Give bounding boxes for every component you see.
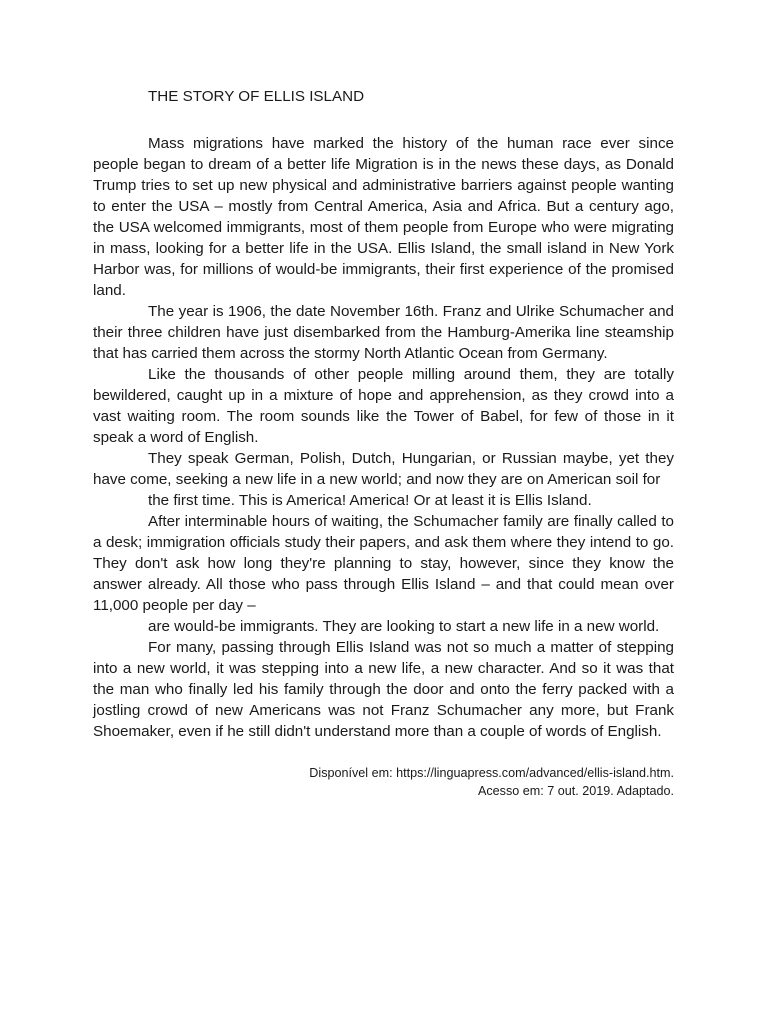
source-citation bbox=[93, 764, 674, 800]
paragraph-desk: After interminable hours of waiting, the Schumacher family are finally called to a desk; immigration officials study their papers, and ask them where they intend to go. They don't ask how long they're planning to stay, however, since they know the answer already. All those who pass through Ellis Island – and that could mean over 11,000 people per day – bbox=[93, 513, 674, 614]
paragraph-waiting-room: Like the thousands of other people milling around them, they are totally bewildered, caught up in a mixture of hope and apprehension, as they crowd into a vast waiting room. The room sounds like the Tower of Babel, for few of those in it speak a word of English. bbox=[93, 366, 674, 446]
document-title: THE STORY OF ELLIS ISLAND bbox=[148, 88, 365, 105]
source-access-line: Acesso em: 7 out. 2019. Adaptado. bbox=[477, 784, 674, 798]
paragraph-new-character: For many, passing through Ellis Island was not so much a matter of stepping into a new world, it was stepping into a new life, a new character. And so it was that the man who finally led his family through the door and onto the ferry packed with a jostling crowd of new Americans was not Franz Schumacher any more, but Frank Shoemaker, even if he still didn't understand more than a couple of words of English. bbox=[93, 639, 674, 740]
document-page bbox=[93, 86, 674, 800]
paragraph-languages: They speak German, Polish, Dutch, Hungarian, or Russian maybe, yet they have come, seeking a new life in a new world; and now they are on American soil for bbox=[93, 450, 674, 488]
paragraph-intro: Mass migrations have marked the history of the human race ever since people began to dream of a better life Migration is in the news these days, as Donald Trump tries to set up new physical and administrative barriers against people wanting to enter the USA – mostly from Central America, Asia and Africa. But a century ago, the USA welcomed immigrants, most of them people from Europe who were migrating in mass, looking for a better life in the USA. Ellis Island, the small island in New York Harbor was, for millions of would-be immigrants, their first experience of the promised land. bbox=[93, 135, 674, 299]
source-url-line: Disponível em: https://linguapress.com/advanced/ellis-island.htm. bbox=[309, 766, 674, 780]
paragraph-first-time: the first time. This is America! America! Or at least it is Ellis Island. bbox=[148, 492, 592, 509]
paragraph-immigrants: are would-be immigrants. They are looking to start a new life in a new world. bbox=[148, 618, 660, 635]
paragraph-arrival: The year is 1906, the date November 16th. Franz and Ulrike Schumacher and their three children have just disembarked from the Hamburg-Amerika line steamship that has carried them across the stormy North Atlantic Ocean from Germany. bbox=[93, 303, 674, 362]
